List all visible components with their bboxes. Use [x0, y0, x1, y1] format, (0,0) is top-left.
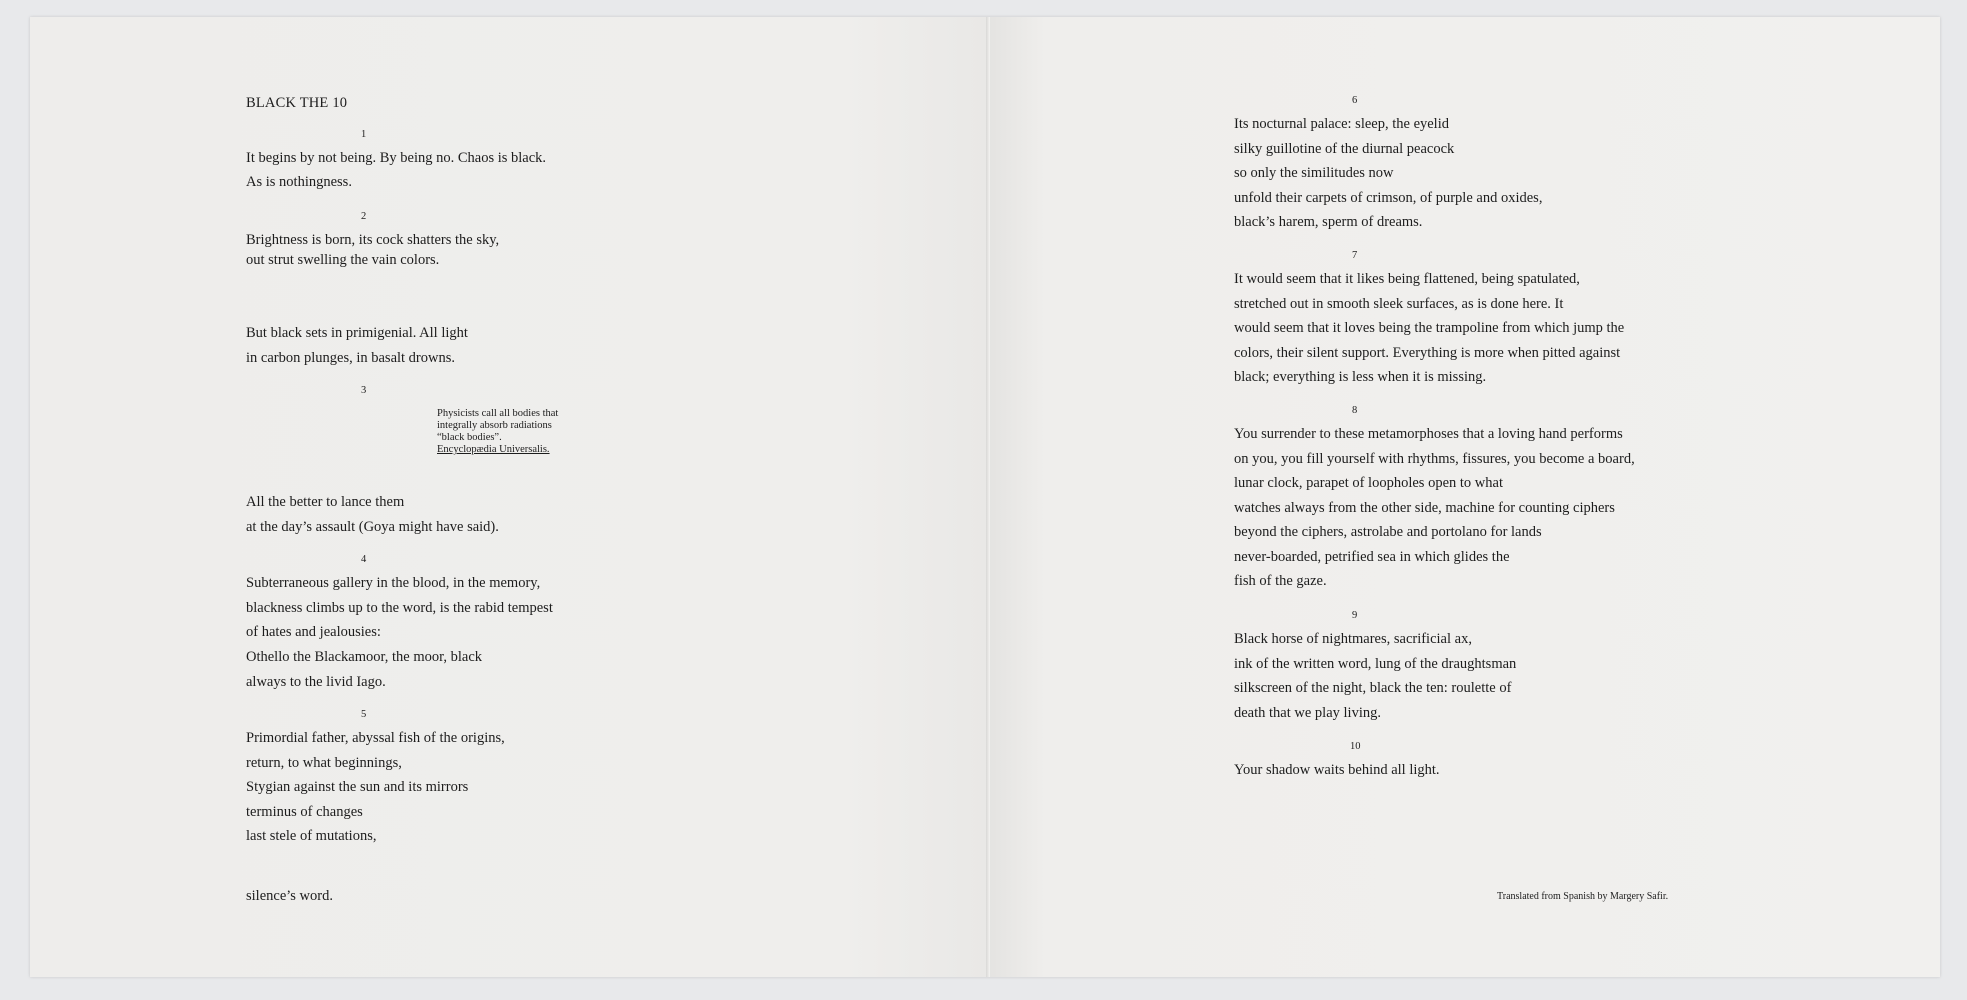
poem-line: at the day’s assault (Goya might have said).	[246, 519, 499, 535]
poem-line: always to the livid Iago.	[246, 674, 386, 690]
poem-line: death that we play living.	[1234, 705, 1381, 721]
poem-line: You surrender to these metamorphoses that a loving hand performs	[1234, 426, 1623, 442]
footnote-source: Encyclopædia Universalis.	[437, 444, 550, 455]
poem-line: Your shadow waits behind all light.	[1234, 762, 1440, 778]
poem-line: It would seem that it likes being flattened, being spatulated,	[1234, 271, 1580, 287]
poem-line: black; everything is less when it is missing.	[1234, 369, 1487, 385]
poem-line: Its nocturnal palace: sleep, the eyelid	[1234, 116, 1449, 132]
stanza-number-2: 2	[361, 211, 367, 222]
poem-line: fish of the gaze.	[1234, 573, 1327, 589]
poem-line: watches always from the other side, machine for counting ciphers	[1234, 500, 1615, 516]
footnote	[437, 408, 558, 456]
poem-line: Subterraneous gallery in the blood, in the memory,	[246, 575, 541, 591]
poem-line: silkscreen of the night, black the ten: roulette of	[1234, 680, 1512, 696]
poem-line: terminus of changes	[246, 804, 363, 820]
poem-line: Brightness is born, its cock shatters the sky,	[246, 232, 500, 248]
poem-line: blackness climbs up to the word, is the rabid tempest	[246, 600, 553, 616]
poem-line: All the better to lance them	[246, 494, 405, 510]
poem-line: stretched out in smooth sleek surfaces, as is done here. It	[1234, 296, 1564, 312]
poem-line: black’s harem, sperm of dreams.	[1234, 214, 1423, 230]
poem-line: colors, their silent support. Everything is more when pitted against	[1234, 345, 1621, 361]
poem-line: of hates and jealousies:	[246, 624, 381, 640]
poem-line: silky guillotine of the diurnal peacock	[1234, 141, 1455, 157]
poem-line: would seem that it loves being the trampoline from which jump the	[1234, 320, 1625, 336]
poem-line: return, to what beginnings,	[246, 755, 402, 771]
poem-line: beyond the ciphers, astrolabe and portolano for lands	[1234, 524, 1542, 540]
stanza-number-4: 4	[361, 554, 367, 565]
poem-line: never-boarded, petrified sea in which glides the	[1234, 549, 1510, 565]
stanza-number-5: 5	[361, 709, 367, 720]
stanza-number-10: 10	[1350, 741, 1361, 752]
stanza-number-1: 1	[361, 129, 367, 140]
poem-line: lunar clock, parapet of loopholes open to what	[1234, 475, 1503, 491]
left-page	[30, 17, 988, 977]
poem-line: out strut swelling the vain colors.	[246, 252, 440, 268]
stanza-number-3: 3	[361, 385, 367, 396]
poem-line: Black horse of nightmares, sacrificial ax,	[1234, 631, 1472, 647]
book-spread	[30, 17, 1940, 977]
poem-line: in carbon plunges, in basalt drowns.	[246, 350, 456, 366]
translator-credit: Translated from Spanish by Margery Safir.	[1497, 891, 1669, 902]
stanza-number-7: 7	[1352, 250, 1358, 261]
poem-line: so only the similitudes now	[1234, 165, 1394, 181]
book-gutter	[986, 17, 990, 977]
poem-line: on you, you fill yourself with rhythms, fissures, you become a board,	[1234, 451, 1635, 467]
poem-line: As is nothingness.	[246, 174, 352, 190]
poem-line: unfold their carpets of crimson, of purple and oxides,	[1234, 190, 1543, 206]
stanza-number-8: 8	[1352, 405, 1358, 416]
poem-line: ink of the written word, lung of the draughtsman	[1234, 656, 1517, 672]
right-page	[988, 17, 1940, 977]
poem-line: But black sets in primigenial. All light	[246, 325, 468, 341]
footnote-line: “black bodies”.	[437, 432, 502, 443]
poem-title: BLACK THE 10	[246, 95, 348, 111]
stanza-number-9: 9	[1352, 610, 1358, 621]
footnote-line: Physicists call all bodies that	[437, 408, 559, 419]
poem-line: It begins by not being. By being no. Chaos is black.	[246, 150, 547, 166]
poem-line: Primordial father, abyssal fish of the origins,	[246, 730, 505, 746]
poem-line: last stele of mutations,	[246, 828, 377, 844]
poem-line: Othello the Blackamoor, the moor, black	[246, 649, 483, 665]
stanza-number-6: 6	[1352, 95, 1358, 106]
poem-line: Stygian against the sun and its mirrors	[246, 779, 469, 795]
poem-line: silence’s word.	[246, 888, 333, 904]
footnote-line: integrally absorb radiations	[437, 420, 552, 431]
